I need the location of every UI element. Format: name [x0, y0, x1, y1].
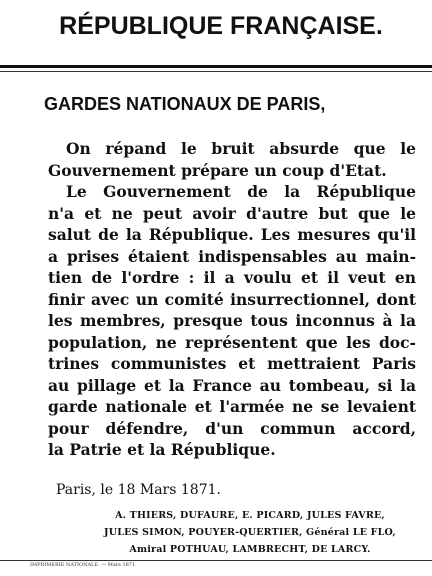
- footer-rule: [0, 560, 432, 561]
- body-line: Le Gouvernement de la République: [66, 182, 416, 201]
- signatures: [80, 507, 420, 558]
- body-line: pour défendre, d'un commun accord,: [48, 418, 416, 438]
- signature-line: A. THIERS, DUFAURE, E. PICARD, JULES FAVRE,: [115, 510, 385, 521]
- body-line: tien de l'ordre : il a voulu et il veut en: [48, 268, 416, 287]
- body-line: finir avec un comité insurrectionnel, dont: [48, 289, 416, 309]
- body-line: au pillage et la France au tombeau, si la: [48, 375, 416, 395]
- body-line: population, ne représentent que les doc-: [48, 332, 416, 352]
- body-line: salut de la République. Les mesures qu'il: [48, 225, 416, 244]
- body-line: n'a et ne peut avoir d'autre but que le: [48, 203, 416, 223]
- printer-imprint: IMPRIMERIE NATIONALE. — Mars 1871.: [30, 562, 137, 568]
- body-line: trines communistes et mettraient Paris: [48, 354, 416, 373]
- header-rule-thin: [0, 71, 432, 72]
- body-line: On répand le bruit absurde que le: [66, 139, 416, 158]
- body-line: Gouvernement prépare un coup d'Etat.: [48, 160, 387, 180]
- body-line: les membres, presque tous inconnus à la: [48, 311, 416, 330]
- proclamation-heading: GARDES NATIONAUX DE PARIS,: [44, 94, 326, 114]
- body-line: garde nationale et l'armée ne se levaient: [48, 397, 416, 416]
- proclamation-body: [48, 138, 416, 461]
- header-rule: [0, 65, 432, 68]
- dateline: Paris, le 18 Mars 1871.: [56, 482, 221, 498]
- signature-line: Amiral POTHUAU, LAMBRECHT, DE LARCY.: [129, 544, 371, 555]
- body-line: a prises étaient indispensables au main-: [48, 246, 416, 266]
- poster-title: RÉPUBLIQUE FRANÇAISE.: [59, 12, 383, 40]
- signature-line: JULES SIMON, POUYER-QUERTIER, Général LE FLO,: [104, 527, 396, 538]
- body-line: la Patrie et la République.: [48, 440, 276, 459]
